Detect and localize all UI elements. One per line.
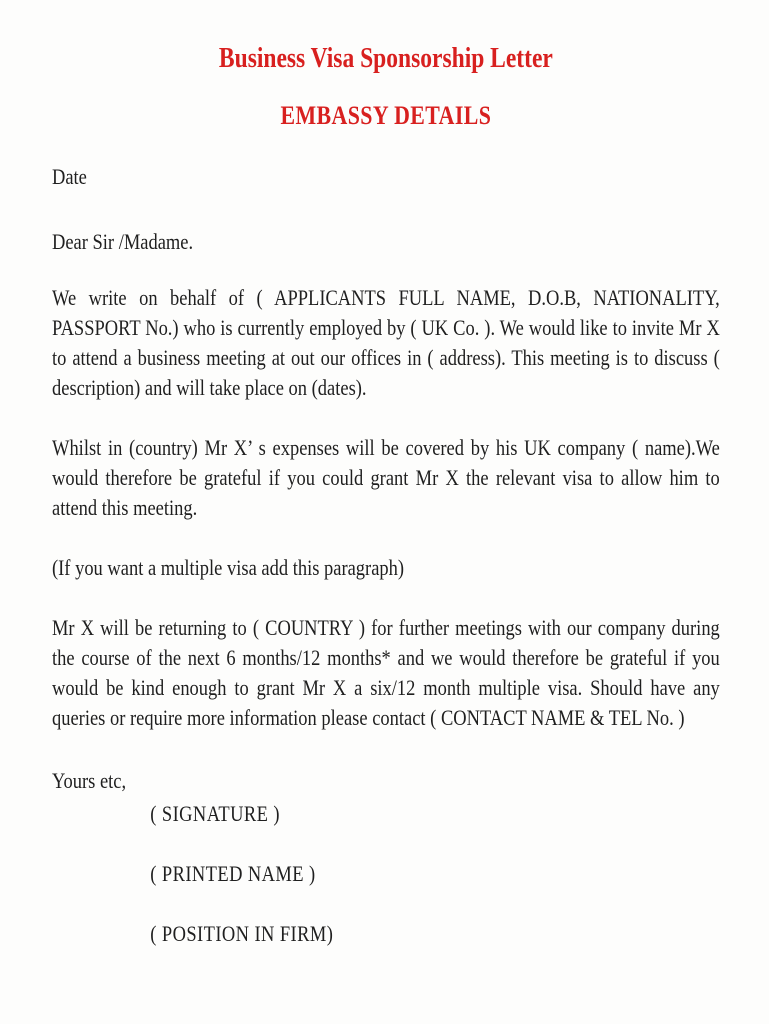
paragraph-introduction: We write on behalf of ( APPLICANTS FULL NAME, D.O.B, NATIONALITY, PASSPORT No.) who is currently employed by ( UK Co. ). We would like to invite Mr X to attend a business meeting at out our offices in ( address). This meeting is to discuss ( description) and will take place on (dates). (52, 285, 720, 400)
position-in-firm-placeholder: ( POSITION IN FIRM) (150, 921, 334, 946)
salutation-text: Dear Sir /Madame. (52, 229, 194, 254)
printed-name-placeholder: ( PRINTED NAME ) (150, 861, 316, 886)
closing-text: Yours etc, (52, 768, 127, 793)
date-label: Date (52, 164, 87, 189)
signature-placeholder: ( SIGNATURE ) (150, 801, 280, 826)
letter-body (52, 162, 720, 949)
signature-block (52, 799, 720, 949)
document-title: Business Visa Sponsorship Letter (218, 43, 553, 74)
letter-content (52, 0, 720, 949)
paragraph-multiple-visa-note: (If you want a multiple visa add this paragraph) (52, 555, 405, 580)
paragraph-return-visits: Mr X will be returning to ( COUNTRY ) for further meetings with our company during the course of the next 6 months/12 months* and we would therefore be grateful if you would be kind enough to grant Mr X a six/12 month multiple visa. Should have any queries or require more information please contact ( CONTACT NAME & TEL No. ) (52, 615, 720, 730)
paragraph-expenses: Whilst in (country) Mr X’ s expenses will be covered by his UK company ( name).We would therefore be grateful if you could grant Mr X the relevant visa to allow him to attend this meeting. (52, 435, 720, 520)
document-subtitle: EMBASSY DETAILS (280, 101, 492, 130)
